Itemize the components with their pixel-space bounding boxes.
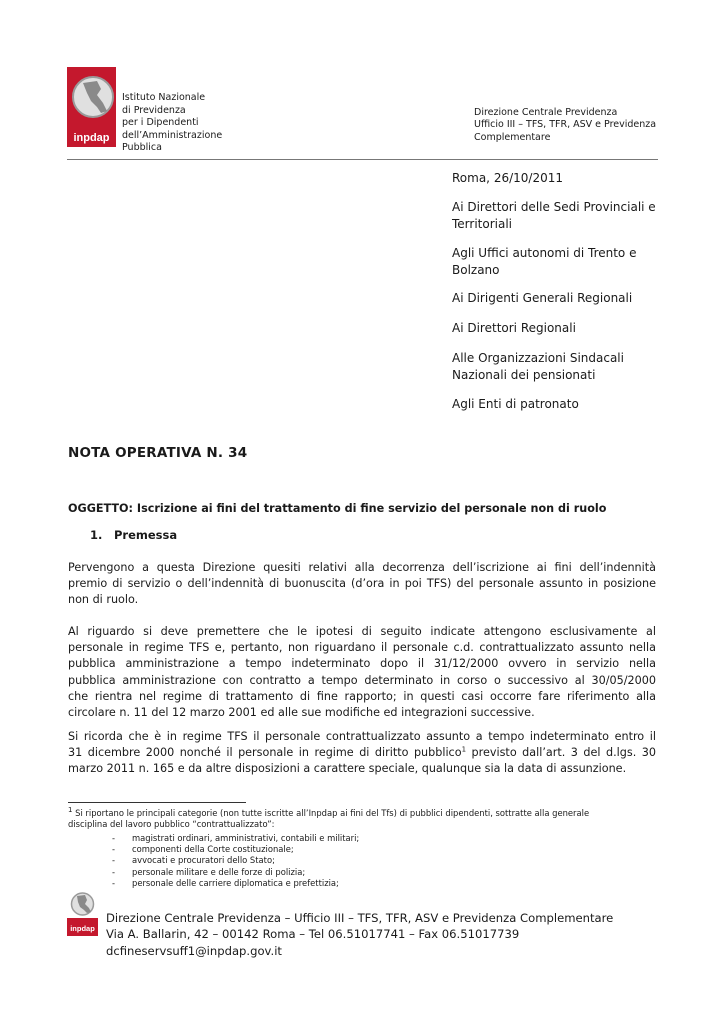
recipient: Ai Direttori delle Sedi Provinciali e Territoriali bbox=[452, 200, 656, 231]
section-heading bbox=[90, 528, 177, 542]
footer-address bbox=[106, 910, 613, 959]
section-title: Premessa bbox=[114, 528, 178, 542]
section-number: 1. bbox=[90, 528, 103, 542]
recipient: Ai Dirigenti Generali Regionali bbox=[452, 291, 633, 305]
paragraph: Pervengono a questa Direzione quesiti relativi alla decorrenza dell’iscrizione ai fini dell’indennità premio di servizio o dell’indennità di buonuscita (d’ora in poi TFS) del personale assunto in posizione non di ruolo. bbox=[68, 561, 656, 607]
inpdap-logo bbox=[67, 67, 116, 147]
document-title: NOTA OPERATIVA N. 34 bbox=[68, 445, 248, 461]
institute-line: Istituto Nazionale bbox=[122, 92, 206, 103]
footnote-divider bbox=[68, 802, 246, 803]
institute-line: Pubblica bbox=[122, 142, 162, 154]
footer-email[interactable]: dcfineservsuff1@inpdap.gov.it bbox=[106, 943, 282, 958]
footnote-list bbox=[112, 833, 359, 889]
list-item: - componenti della Corte costituzionale; bbox=[112, 844, 294, 855]
institute-line: dell’Amministrazione bbox=[122, 129, 223, 141]
subject-line: OGGETTO: Iscrizione ai fini del trattamento di fine servizio del personale non di ruolo bbox=[68, 502, 607, 515]
institute-line: per i Dipendenti bbox=[122, 117, 199, 129]
footnote-ref: 1 bbox=[461, 745, 467, 754]
paragraph: Si ricorda che è in regime TFS il personale contrattualizzato assunto a tempo indeterminato entro il 31 dicembre 2000 nonché il personale in regime di diritto pubblico$^1$ previsto dall’art. 3 del d.lgs. 30 marzo 2011 n. 165 e da altre disposizioni a carattere speciale, qualunque sia la data di assunzione. bbox=[68, 730, 656, 776]
footnote: $^1$ Si riportano le principali categorie (non tutte iscritte all’Inpdap ai fini del Tfs) di pubblici dipendenti, sottratte alla generale disciplina del lavoro pubblico “contrattualizzato”: bbox=[68, 806, 590, 829]
recipient: Alle Organizzazioni Sindacali Nazionali dei pensionati bbox=[452, 351, 624, 382]
list-item: - personale militare e delle forze di polizia; bbox=[112, 866, 306, 877]
footer-line: Direzione Centrale Previdenza – Ufficio III – TFS, TFR, ASV e Previdenza Complementare bbox=[106, 911, 614, 925]
paragraph-line-with-footnote: 31 dicembre 2000 nonché il personale in regime di diritto pubblico$^1$ previsto dall’art. 3 del d.lgs. 30 bbox=[68, 745, 656, 760]
department-line: Direzione Centrale Previdenza bbox=[474, 107, 618, 118]
department-header bbox=[474, 107, 656, 144]
footer-line: Via A. Ballarin, 42 – 00142 Roma – Tel 06.51017741 – Fax 06.51017739 bbox=[106, 927, 520, 942]
list-item: - personale delle carriere diplomatica e prefettizia; bbox=[112, 877, 339, 888]
footer-logo-word: inpdap bbox=[70, 924, 95, 933]
list-item: - avvocati e procuratori dello Stato; bbox=[112, 855, 275, 866]
paragraph: Al riguardo si deve premettere che le ipotesi di seguito indicate attengono esclusivamente al personale in regime TFS e, pertanto, non riguardano il personale c.d. contrattualizzato assunto nella pubblica amministrazione a tempo indeterminato dopo il 31/12/2000 ovvero in servizio nella pubblica amministrazione con contratto a tempo determinato in corso o successivo al 30/05/2000 che rientra nel regime di trattamento di fine rapporto; in questi casi occorre fare riferimento alla circolare n. 11 del 12 marzo 2001 ed alle sue modifiche ed integrazioni successive. bbox=[68, 625, 656, 720]
date-line: Roma, 26/10/2011 bbox=[452, 171, 563, 185]
department-line: Complementare bbox=[474, 131, 551, 143]
footnote-marker: 1 bbox=[68, 806, 73, 815]
recipient: Ai Direttori Regionali bbox=[452, 321, 576, 335]
recipient: Agli Uffici autonomi di Trento e Bolzano bbox=[452, 246, 637, 277]
footer-inpdap-logo bbox=[67, 890, 98, 936]
institute-line: di Previdenza bbox=[122, 104, 186, 116]
recipient: Agli Enti di patronato bbox=[452, 397, 579, 411]
institute-name bbox=[122, 92, 222, 155]
list-item: - magistrati ordinari, amministrativi, contabili e militari; bbox=[112, 833, 360, 843]
logo-word: inpdap bbox=[73, 132, 110, 144]
header-divider bbox=[67, 159, 658, 160]
department-line: Ufficio III – TFS, TFR, ASV e Previdenza bbox=[474, 119, 657, 131]
